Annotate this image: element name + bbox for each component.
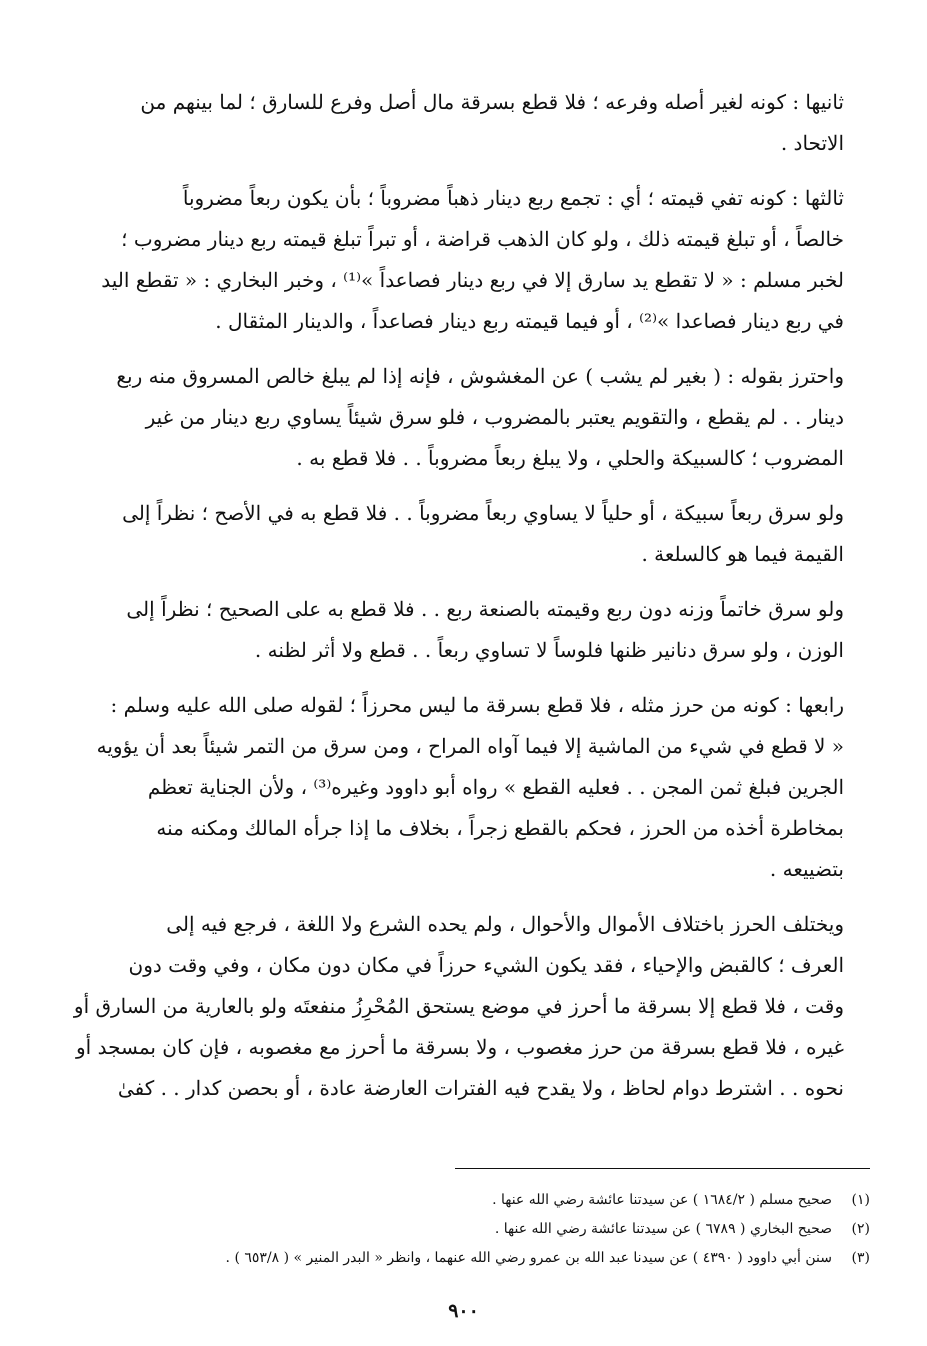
main-text [42,82,870,1123]
paragraph [42,356,870,479]
footnote-number: (٣) [851,1250,870,1266]
text-line: وقت ، فلا قطع إلا بسرقة ما أحرز في موضع يستحق المُحْرِزُ منفعتَه ولو بالعارية من السارق أو [73,994,844,1018]
footnote-text: سنن أبي داوود ( ٤٣٩٠ ) عن سيدنا عبد الله بن عمرو رضي الله عنهما ، وانظر « البدر المنير » ( ٦٥٣/٨ ) . [225,1250,832,1266]
text-line: لخبر مسلم : « لا تقطع يد سارق إلا في ربع دينار فصاعداً »⁽¹⁾ ، وخبر البخاري : « تقطع اليد [101,268,844,292]
paragraph [42,589,870,671]
text-line: ويختلف الحرز باختلاف الأموال والأحوال ، ولم يحده الشرع ولا اللغة ، فرجع فيه إلى [166,912,844,936]
paragraph [42,904,870,1109]
footnote-separator [455,1168,870,1169]
text-line: رابعها : كونه من حرز مثله ، فلا قطع بسرقة ما ليس محرزاً ؛ لقوله صلى الله عليه وسلم : [110,693,844,717]
page-number: ٩٠٠ [448,1300,479,1322]
paragraph [42,685,870,890]
footnote [60,1244,870,1273]
text-line: ثالثها : كونه تفي قيمته ؛ أي : تجمع ربع دينار ذهباً مضروباً ؛ بأن يكون ربعاً مضروباً [182,186,844,210]
text-line: المضروب ؛ كالسبيكة والحلي ، ولا يبلغ ربعاً مضروباً . . فلا قطع به . [296,446,844,470]
text-line: في ربع دينار فصاعدا »⁽²⁾ ، أو فيما قيمته ربع دينار فصاعداً ، والدينار المثقال . [215,309,844,333]
paragraph [42,82,870,164]
text-line: الاتحاد . [780,131,844,155]
paragraph [42,178,870,342]
footnote [60,1186,870,1215]
text-line: نحوه . . اشترط دوام لحاظ ، ولا يقدح فيه الفترات العارضة عادة ، أو بحصن كدار . . كفىٰ [117,1076,844,1100]
text-line: بتضييعه . [769,857,844,881]
text-line: واحترز بقوله : ( بغير لم يشب ) عن المغشوش ، فإنه إذا لم يبلغ خالص المسروق منه ربع [116,364,844,388]
text-line: ولو سرق ربعاً سبيكة ، أو حلياً لا يساوي ربعاً مضروباً . . فلا قطع به في الأصح ؛ نظراً إلى [122,501,844,525]
text-line: غيره ، فلا قطع بسرقة من حرز مغصوب ، ولا بسرقة ما أحرز مع مغصوبه ، فإن كان بمسجد أو [76,1035,844,1059]
text-line: دينار . . لم يقطع ، والتقويم يعتبر بالمضروب ، فلو سرق شيئاً يساوي ربع دينار من غير [145,405,844,429]
text-line: ثانيها : كونه لغير أصله وفرعه ؛ فلا قطع بسرقة مال أصل وفرع للسارق ؛ لما بينهم من [140,90,844,114]
text-line: الوزن ، ولو سرق دنانير ظنها فلوساً لا تساوي ربعاً . . قطع ولا أثر لظنه . [254,638,844,662]
text-line: ولو سرق خاتماً وزنه دون ربع وقيمته بالصنعة ربع . . فلا قطع به على الصحيح ؛ نظراً إلى [126,597,844,621]
text-line: خالصاً ، أو تبلغ قيمته ذلك ، ولو كان الذهب قراضة ، أو تبراً تبلغ قيمته ربع دينار مضروب ؛ [121,227,844,251]
paragraph [42,493,870,575]
text-line: بمخاطرة أخذه من الحرز ، فحكم بالقطع زجراً ، بخلاف ما إذا جرأه المالك ومكنه منه [156,816,844,840]
text-line: العرف ؛ كالقبض والإحياء ، فقد يكون الشيء حرزاً في مكان دون مكان ، وفي وقت دون [128,953,844,977]
footnote-text: صحيح مسلم ( ١٦٨٤/٢ ) عن سيدتنا عائشة رضي الله عنها . [492,1192,832,1208]
footnote-number: (١) [851,1192,870,1208]
footnote [60,1215,870,1244]
text-line: القيمة فيما هو كالسلعة . [641,542,844,566]
text-line: الجرين فبلغ ثمن المجن . . فعليه القطع » رواه أبو داوود وغيره⁽³⁾ ، ولأن الجناية تعظم [147,775,844,799]
text-line: « لا قطع في شيء من الماشية إلا فيما آواه المراح ، ومن سرق من التمر شيئاً بعد أن يؤويه [96,734,844,758]
footnote-text: صحيح البخاري ( ٦٧٨٩ ) عن سيدتنا عائشة رضي الله عنها . [494,1221,832,1237]
footnote-number: (٢) [851,1221,870,1237]
footnotes [60,1186,870,1273]
